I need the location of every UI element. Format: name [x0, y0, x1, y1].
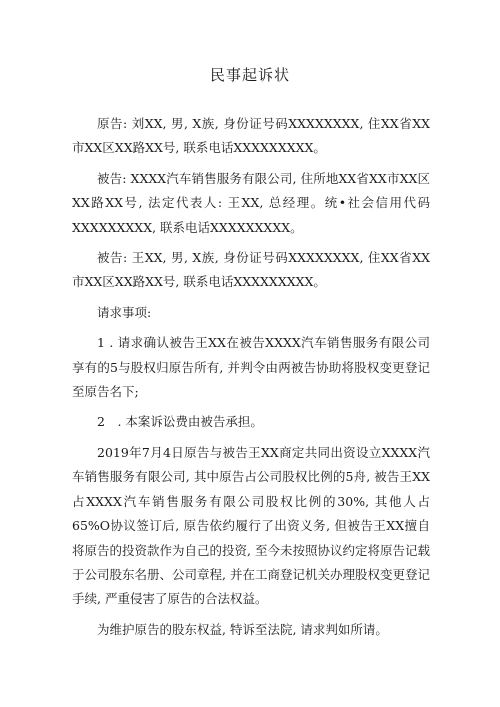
closing-paragraph: 为维护原告的股东权益, 特诉至法院, 请求判如所请。 [97, 621, 388, 637]
claim-item-2: 2 . 本案诉讼费由被告承担。 [97, 414, 263, 430]
document-body [72, 112, 430, 648]
claim-item-1: 1 . 请求确认被告王XX在被告XXXX汽车销售服务有限公司享有的5与股权归原告所有, 并判令由两被告协助将股权变更登记至原告名下; [72, 335, 430, 400]
defendant-company-paragraph: 被告: XXXX汽车销售服务有限公司, 住所地XX省XX市XX区XX路XX号, 法定代表人: 王XX, 总经理。统•社会信用代码XXXXXXXXX, 联系电话XXXXXXXXX。 [72, 170, 430, 235]
document-title: 民事起诉状 [209, 66, 290, 84]
claims-heading: 请求事项: [97, 304, 152, 320]
plaintiff-paragraph: 原告: 刘XX, 男, X族, 身份证号码XXXXXXXX, 住XX省XX市XX区XX路XX号, 联系电话XXXXXXXXX。 [72, 116, 430, 156]
defendant-person-paragraph: 被告: 王XX, 男, X族, 身份证号码XXXXXXXX, 住XX省XX市XX区XX路XX号, 联系电话XXXXXXXXX。 [72, 250, 430, 290]
facts-paragraph: 2019年7月4日原告与被告王XX商定共同出资设立XXXX汽车销售服务有限公司, 其中原告占公司股权比例的5舟, 被告王XX占XXXX汽车销售服务有限公司股权比例的30%, 其他人占65%O协议签订后, 原告依约履行了出资义务, 但被告王XX擅自将原告的投资款作为自己的投资, 至今未按照协议约定将原告记载于公司股东名册、公司章程, 并在工商登记机关办理股权变更登记手续, 严重侵害了原告的合法权益。 [72, 444, 430, 607]
